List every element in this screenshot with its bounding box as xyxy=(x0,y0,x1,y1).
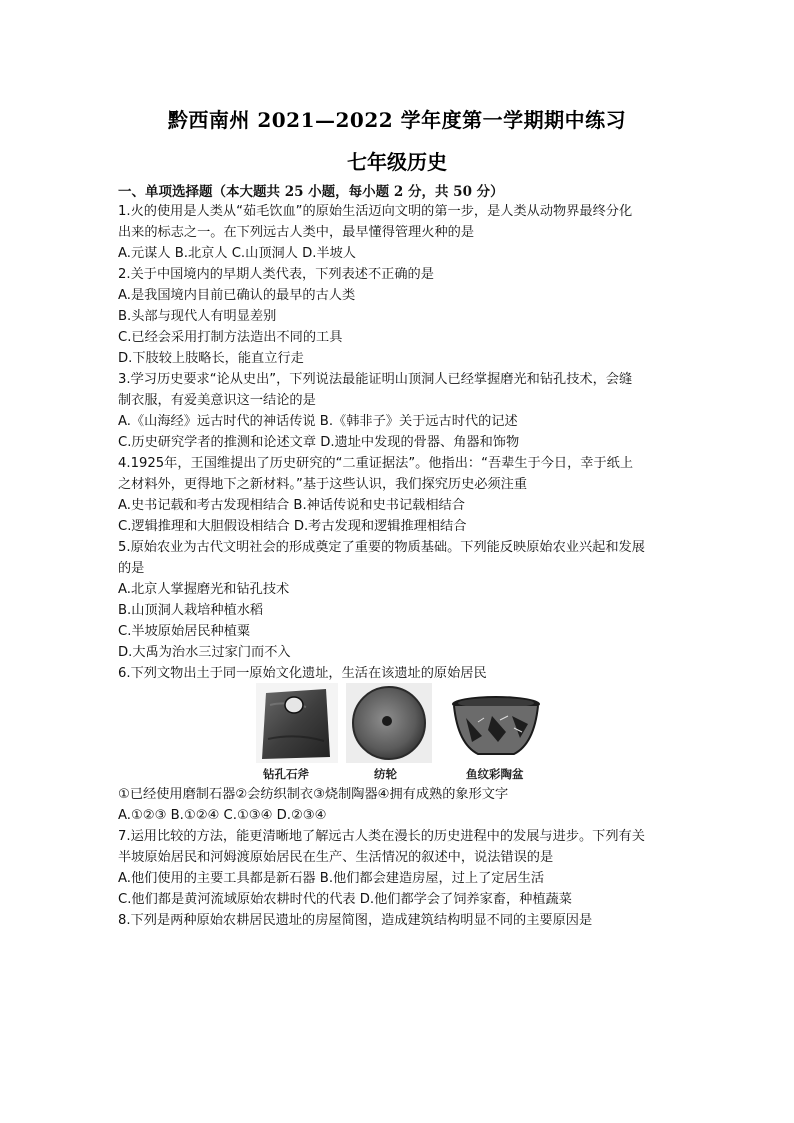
text-line: 1.火的使用是人类从“茹毛饮血”的原始生活迈向文明的第一步，是人类从动物界最终分化 xyxy=(118,204,633,219)
text-line: 2.关于中国境内的早期人类代表，下列表述不正确的是 xyxy=(118,267,434,282)
stone-axe-icon xyxy=(256,683,338,763)
figure-caption: 鱼纹彩陶盆 xyxy=(466,767,524,781)
text-line: A.北京人掌握磨光和钻孔技术 xyxy=(118,582,290,597)
text-line: 7.运用比较的方法，能更清晰地了解远古人类在漫长的历史进程中的发展与进步。下列有关 xyxy=(118,829,645,844)
text-line: C.历史研究学者的推测和论述文章 D.遗址中发现的骨器、角器和饰物 xyxy=(118,435,520,450)
text-line: A.①②③ B.①②④ C.①③④ D.②③④ xyxy=(118,808,327,823)
text-line: 半坡原始居民和河姆渡原始居民在生产、生活情况的叙述中，说法错误的是 xyxy=(118,850,554,865)
page-subtitle: 七年级历史 xyxy=(347,150,447,174)
text-line: C.半坡原始居民种植粟 xyxy=(118,624,251,639)
figure-caption: 钻孔石斧 xyxy=(263,767,309,781)
page-title: 黔西南州 2021—2022 学年度第一学期期中练习 xyxy=(167,108,627,132)
text-line: 的是 xyxy=(118,561,145,576)
text-line: A.他们使用的主要工具都是新石器 B.他们都会建造房屋，过上了定居生活 xyxy=(118,871,545,886)
text-line: 4.1925年，王国维提出了历史研究的“二重证据法”。他指出：“吾辈生于今日，幸于纸上 xyxy=(118,456,634,471)
text-line: 3.学习历史要求“论从史出”，下列说法最能证明山顶洞人已经掌握磨光和钻孔技术，会缝 xyxy=(118,372,633,387)
text-line: D.下肢较上肢略长，能直立行走 xyxy=(118,351,304,366)
text-line: D.大禹为治水三过家门而不入 xyxy=(118,645,291,660)
spindle-whorl-icon xyxy=(346,683,432,763)
text-line: 6.下列文物出土于同一原始文化遗址，生活在该遗址的原始居民 xyxy=(118,666,487,681)
text-line: 5.原始农业为古代文明社会的形成奠定了重要的物质基础。下列能反映原始农业兴起和发展 xyxy=(118,540,645,555)
text-line: A.元谋人 B.北京人 C.山顶洞人 D.半坡人 xyxy=(118,246,356,261)
painted-pottery-basin-icon xyxy=(448,692,544,760)
text-line: ①已经使用磨制石器②会纺织制衣③烧制陶器④拥有成熟的象形文字 xyxy=(118,787,509,802)
text-line: 之材料外，更得地下之新材料。”基于这些认识，我们探究历史必须注重 xyxy=(118,477,528,492)
text-line: A.《山海经》远古时代的神话传说 B.《韩非子》关于远古时代的记述 xyxy=(118,414,518,429)
text-line: B.山顶洞人栽培种植水稻 xyxy=(118,603,264,618)
text-line: A.是我国境内目前已确认的最早的古人类 xyxy=(118,288,356,303)
text-line: 制衣服，有爱美意识这一结论的是 xyxy=(118,393,316,408)
text-line: C.他们都是黄河流域原始农耕时代的代表 D.他们都学会了饲养家畜，种植蔬菜 xyxy=(118,892,572,907)
text-line: 8.下列是两种原始农耕居民遗址的房屋简图，造成建筑结构明显不同的主要原因是 xyxy=(118,913,593,928)
text-line: A.史书记载和考古发现相结合 B.神话传说和史书记载相结合 xyxy=(118,498,465,513)
text-line: B.头部与现代人有明显差别 xyxy=(118,309,277,324)
text-line: C.逻辑推理和大胆假设相结合 D.考古发现和逻辑推理相结合 xyxy=(118,519,467,534)
figure-caption: 纺轮 xyxy=(374,767,397,781)
text-line: C.已经会采用打制方法造出不同的工具 xyxy=(118,330,343,345)
text-line: 出来的标志之一。在下列远古人类中，最早懂得管理火种的是 xyxy=(118,225,475,240)
section-heading: 一、单项选择题（本大题共 25 小题，每小题 2 分，共 50 分） xyxy=(118,184,504,200)
